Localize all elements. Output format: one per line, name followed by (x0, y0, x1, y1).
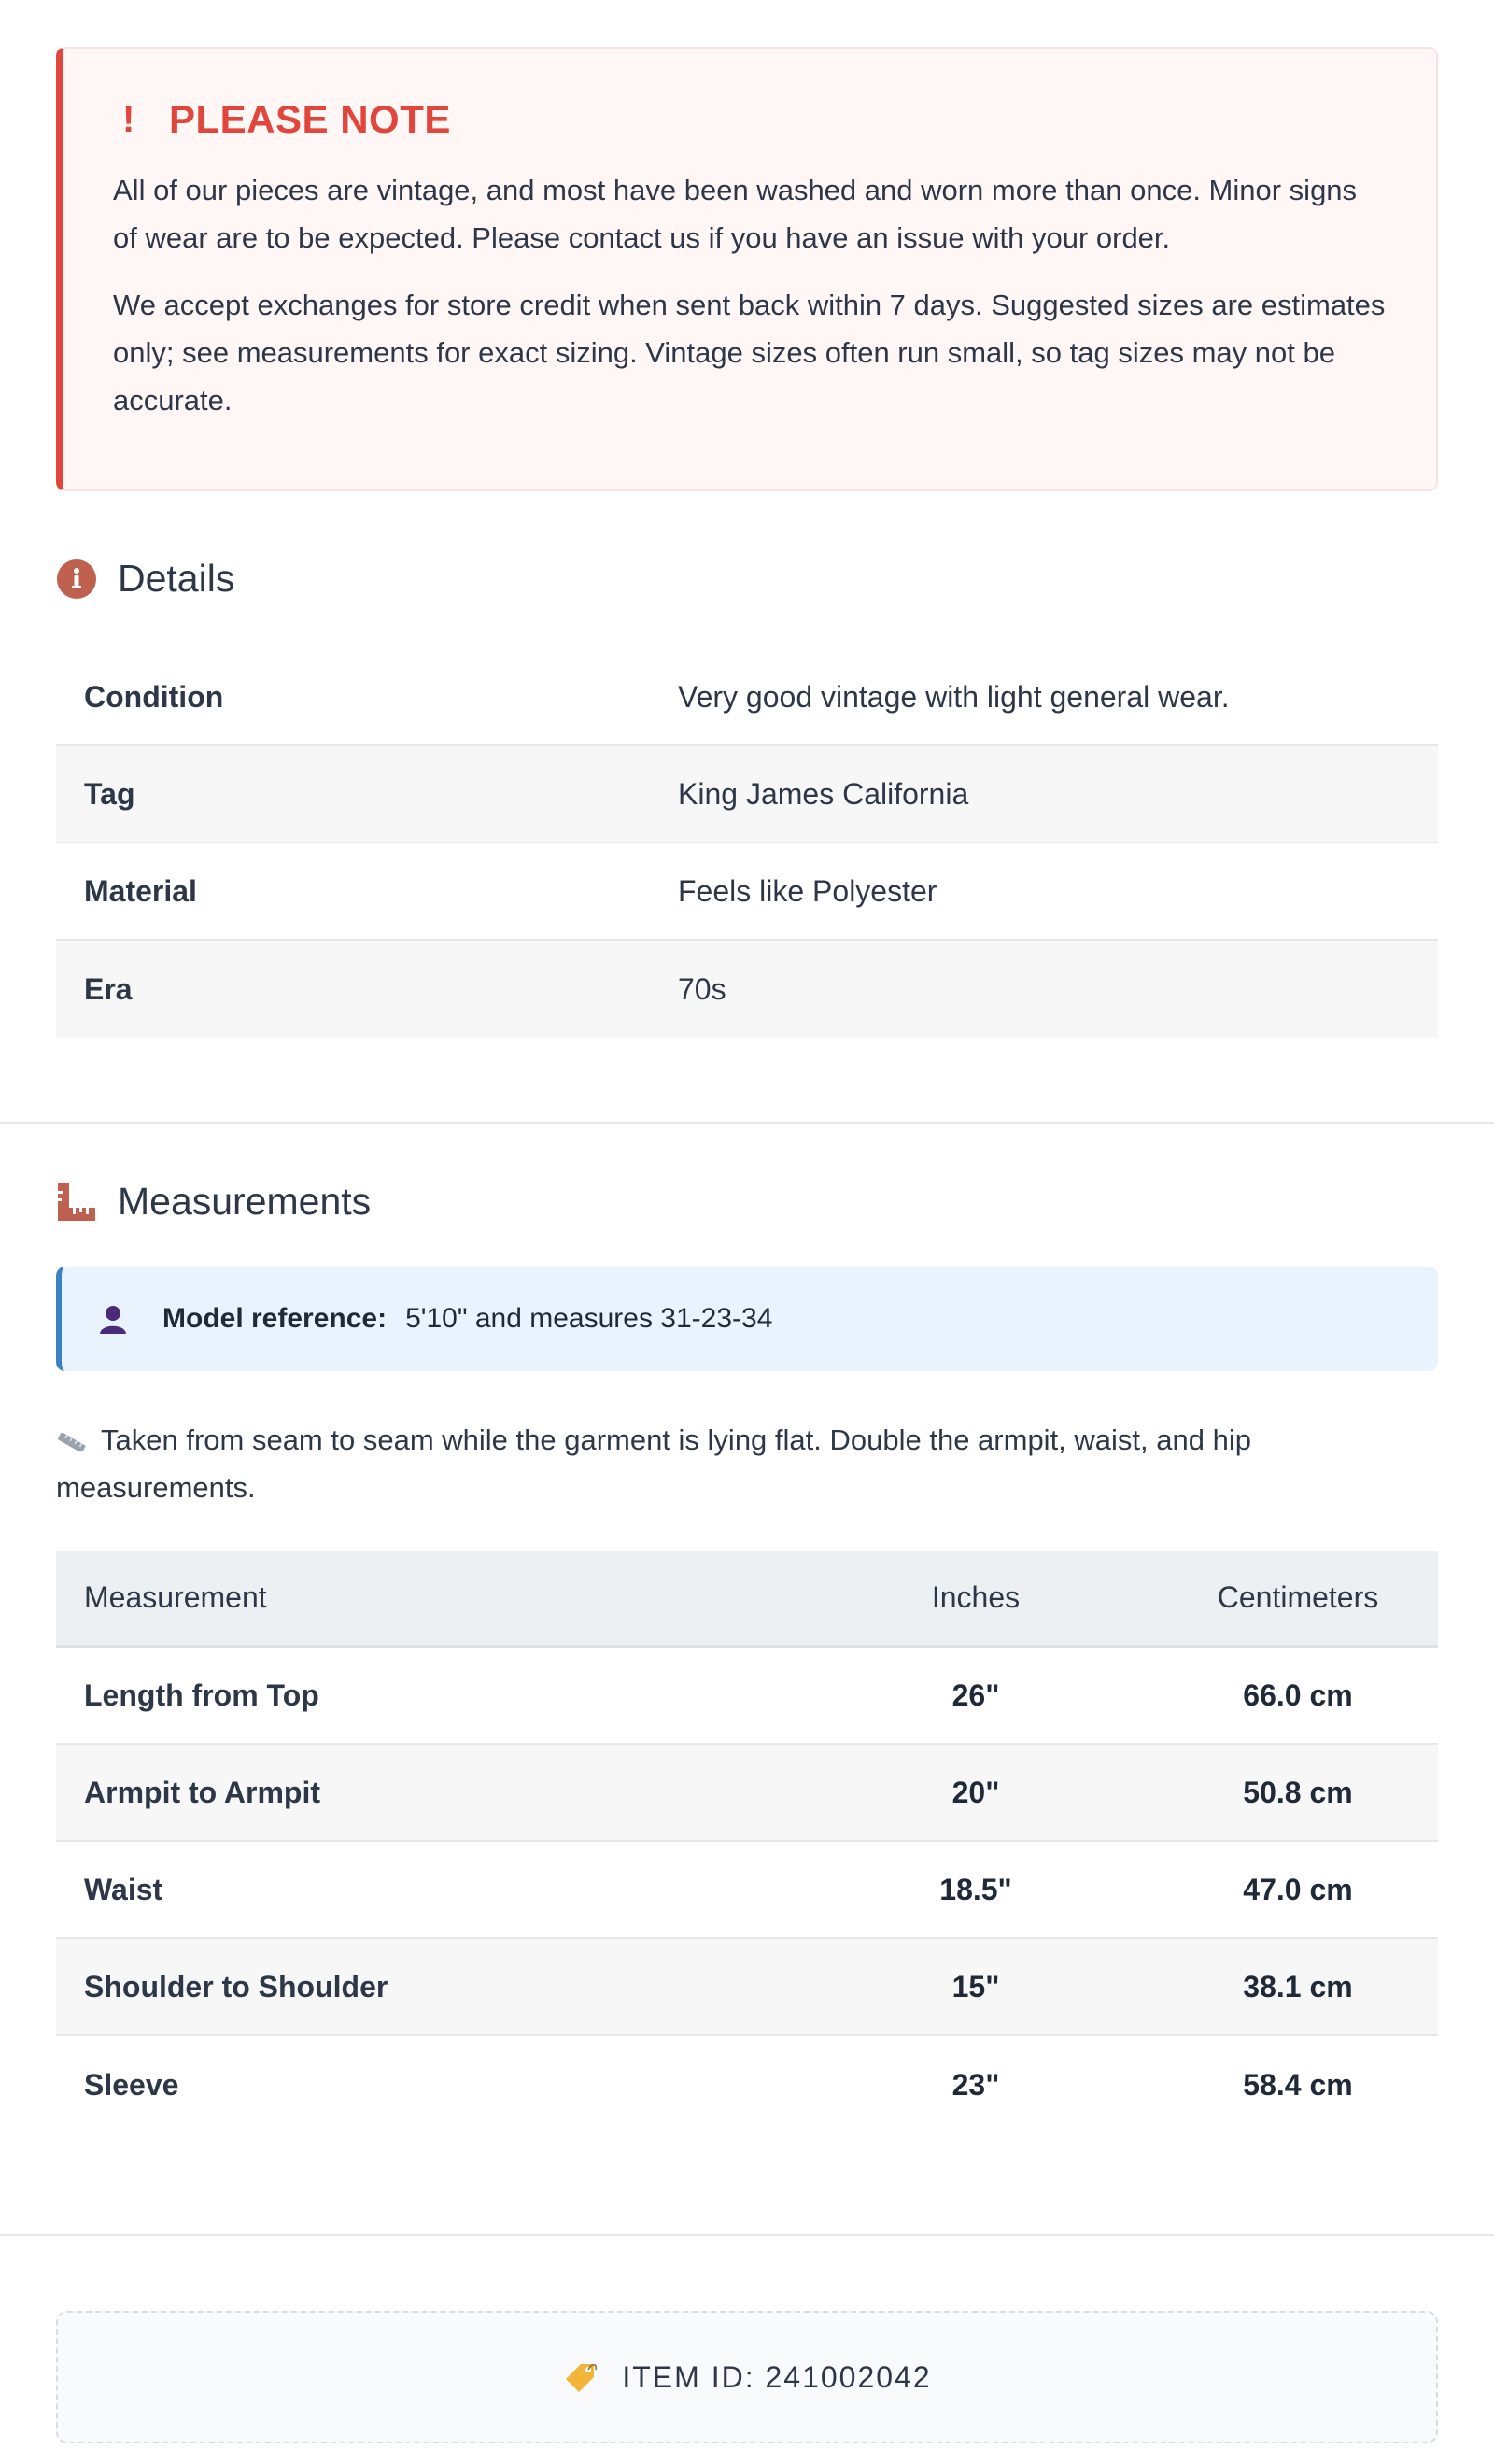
column-header-inches: Inches (931, 1580, 1021, 1614)
measurement-inches: 26" (951, 1678, 1000, 1712)
details-row-condition (56, 649, 1438, 746)
details-value: King James California (678, 776, 969, 811)
details-header (56, 557, 1438, 601)
details-table (56, 649, 1438, 1038)
ruler-icon (56, 1182, 97, 1223)
details-label: Tag (84, 776, 135, 811)
column-header-centimeters: Centimeters (1217, 1580, 1379, 1614)
measurement-name: Length from Top (84, 1678, 319, 1712)
measurement-instructions-text: Taken from seam to seam while the garment is lying flat. Double the armpit, waist, and hip measurements. (56, 1423, 1251, 1504)
footer-wrap (0, 2311, 1494, 2443)
table-row (56, 1648, 1438, 1745)
details-label: Material (84, 873, 197, 908)
details-row-tag (56, 746, 1438, 843)
notice-title: PLEASE NOTE (169, 97, 451, 141)
measurement-cm: 50.8 cm (1243, 1775, 1353, 1809)
measurements-wrap (0, 1180, 1494, 2133)
details-label: Era (84, 971, 133, 1006)
measurement-inches: 15" (951, 1969, 1000, 2004)
measurement-cm: 66.0 cm (1243, 1678, 1353, 1712)
measurement-name: Shoulder to Shoulder (84, 1969, 388, 2004)
details-title: Details (118, 557, 235, 600)
measurement-cm: 47.0 cm (1243, 1872, 1353, 1906)
model-reference-label: Model reference: (162, 1303, 388, 1334)
notice-header (113, 97, 1386, 142)
measurements-header (56, 1180, 1438, 1224)
measurement-cm: 58.4 cm (1243, 2067, 1353, 2102)
details-label: Condition (84, 679, 224, 714)
measurement-inches: 18.5" (939, 1872, 1012, 1906)
notice-paragraph-1: All of our pieces are vintage, and most have been washed and worn more than once. Minor signs of wear are to be expected. Please contact us if you have an issue with your order. (113, 174, 1358, 254)
column-header-measurement: Measurement (84, 1580, 267, 1614)
ruler-pencil-icon (56, 1433, 88, 1451)
person-icon (97, 1303, 129, 1335)
table-row (56, 2036, 1438, 2133)
notice-paragraph-2: We accept exchanges for store credit when sent back within 7 days. Suggested sizes are estimates only; see measurements for exact sizing. Vintage sizes often run small, so tag sizes may not be accurate. (113, 289, 1386, 417)
model-reference-value: 5'10" and measures 31-23-34 (405, 1303, 773, 1334)
measurement-instructions (56, 1416, 1438, 1511)
measurements-table (56, 1551, 1438, 2133)
measurements-title: Measurements (118, 1180, 372, 1223)
section-divider (0, 2234, 1494, 2236)
item-id-label: ITEM ID: 241002042 (622, 2359, 932, 2394)
info-icon (56, 559, 97, 600)
measurement-cm: 38.1 cm (1243, 1969, 1353, 2004)
measurement-name: Waist (84, 1872, 163, 1906)
details-section (56, 557, 1438, 1038)
details-value: 70s (678, 971, 726, 1006)
model-reference-box (56, 1267, 1438, 1371)
table-row (56, 1842, 1438, 1939)
exclamation-icon: ! (122, 99, 135, 140)
details-value: Feels like Polyester (678, 873, 937, 908)
measurement-name: Sleeve (84, 2067, 179, 2102)
table-row (56, 1745, 1438, 1842)
tag-icon (562, 2358, 599, 2396)
measurement-name: Armpit to Armpit (84, 1775, 321, 1809)
details-row-era (56, 941, 1438, 1038)
measurement-inches: 23" (951, 2067, 1000, 2102)
measurement-inches: 20" (951, 1775, 1000, 1809)
table-row (56, 1939, 1438, 2036)
details-value: Very good vintage with light general wear. (678, 679, 1230, 714)
item-id-box (56, 2311, 1438, 2443)
measurements-section (56, 1180, 1438, 2133)
details-row-material (56, 843, 1438, 941)
measurements-table-header (56, 1551, 1438, 1648)
notice-box (56, 47, 1438, 491)
page-content (0, 47, 1494, 1038)
section-divider (0, 1122, 1494, 1124)
